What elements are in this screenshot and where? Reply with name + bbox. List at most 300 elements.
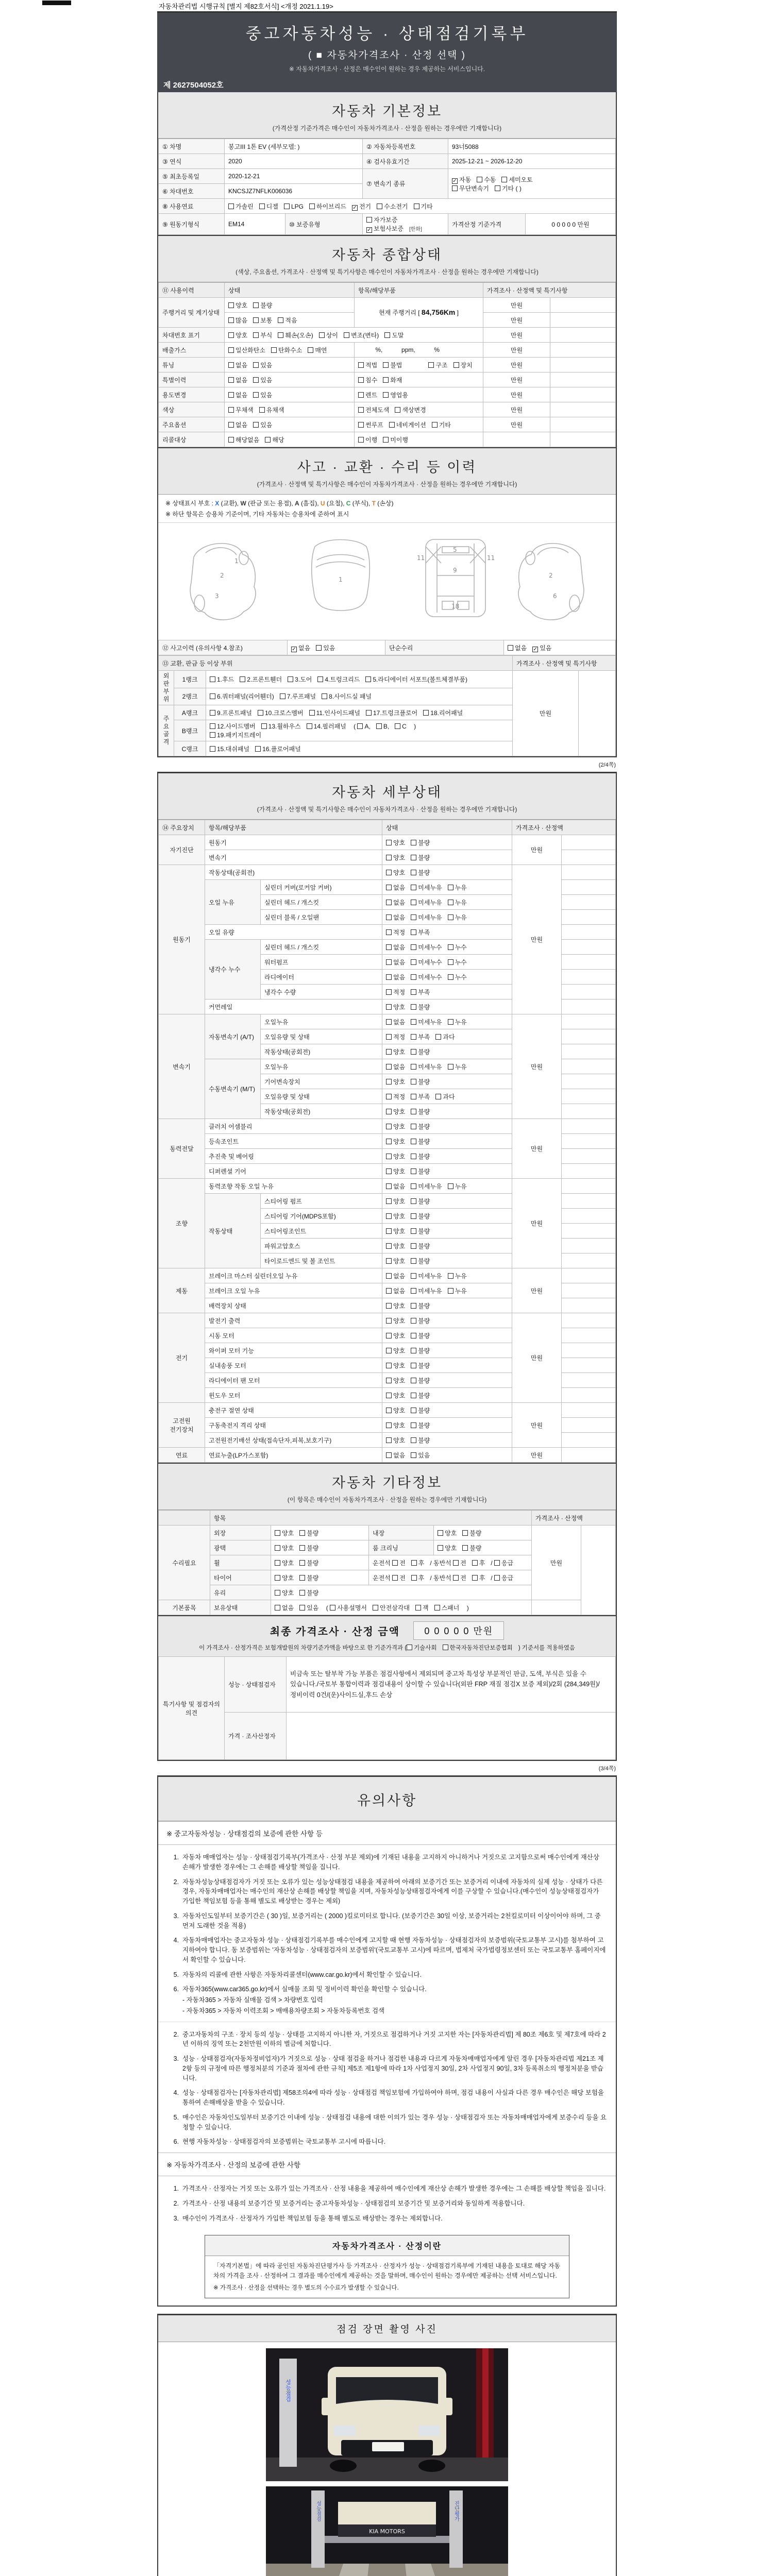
checkbox-box[interactable] [210, 676, 215, 682]
checkbox-unchecked[interactable] [228, 405, 254, 414]
checkbox-unchecked[interactable] [453, 361, 473, 369]
checkbox-unchecked[interactable] [228, 331, 247, 340]
checkbox-unchecked[interactable] [316, 643, 335, 652]
checkbox-unchecked[interactable] [448, 1286, 467, 1295]
checkbox-box[interactable] [308, 347, 313, 353]
checkbox-box[interactable] [228, 422, 234, 428]
checkbox-unchecked[interactable] [411, 1361, 430, 1370]
checkbox-box[interactable] [386, 1168, 392, 1174]
checkbox-box[interactable]: ✓ [292, 646, 296, 652]
checkbox-unchecked[interactable] [366, 708, 417, 717]
checkbox-box[interactable] [386, 1064, 392, 1070]
checkbox-unchecked[interactable] [411, 1451, 430, 1460]
checkbox-unchecked[interactable] [275, 1573, 294, 1582]
checkbox-unchecked[interactable] [384, 331, 404, 340]
checkbox-unchecked[interactable] [411, 1227, 430, 1235]
checkbox-box[interactable] [448, 1273, 453, 1279]
checkbox-box[interactable] [386, 929, 392, 935]
checkbox-unchecked[interactable] [407, 1643, 436, 1652]
checkbox-unchecked[interactable] [452, 184, 489, 193]
checkbox-box[interactable] [299, 1590, 305, 1596]
checkbox-unchecked[interactable] [386, 1421, 405, 1430]
checkbox-unchecked[interactable] [448, 1182, 467, 1191]
checkbox-box[interactable] [386, 1109, 392, 1114]
checkbox-unchecked[interactable] [472, 1573, 485, 1582]
checkbox-unchecked[interactable] [383, 361, 402, 369]
checkbox-unchecked[interactable] [275, 1529, 294, 1537]
checkbox-unchecked[interactable] [508, 643, 527, 652]
checkbox-box[interactable] [411, 974, 416, 980]
checkbox-box[interactable] [452, 185, 458, 191]
checkbox-box[interactable] [240, 676, 245, 682]
checkbox-unchecked[interactable] [462, 1544, 481, 1552]
checkbox-box[interactable] [411, 989, 416, 995]
checkbox-unchecked[interactable] [411, 1197, 430, 1206]
checkbox-unchecked[interactable] [411, 1301, 430, 1310]
checkbox-box[interactable] [411, 1019, 416, 1025]
checkbox-box[interactable] [357, 723, 363, 729]
checkbox-box[interactable] [411, 1183, 416, 1189]
checkbox-box[interactable] [411, 1243, 416, 1249]
checkbox-unchecked[interactable] [386, 1062, 405, 1071]
checkbox-box[interactable] [494, 1560, 500, 1566]
checkbox-unchecked[interactable] [386, 1018, 405, 1026]
checkbox-box[interactable] [275, 1605, 280, 1611]
checkbox-unchecked[interactable] [299, 1588, 318, 1597]
checkbox-box[interactable] [288, 676, 293, 682]
checkbox-box[interactable] [386, 1393, 392, 1398]
checkbox-box[interactable] [411, 1094, 416, 1099]
checkbox-unchecked[interactable] [309, 202, 346, 211]
checkbox-unchecked[interactable] [358, 361, 377, 369]
checkbox-box[interactable] [443, 1645, 448, 1650]
checkbox-box[interactable] [411, 1124, 416, 1129]
checkbox-unchecked[interactable] [357, 723, 370, 730]
checkbox-unchecked[interactable] [435, 1032, 455, 1041]
checkbox-unchecked[interactable] [415, 1603, 429, 1612]
checkbox-unchecked[interactable] [386, 1107, 405, 1116]
checkbox-box[interactable] [366, 710, 372, 716]
checkbox-box[interactable] [411, 1049, 416, 1055]
checkbox-unchecked[interactable] [210, 722, 256, 731]
checkbox-box[interactable] [414, 204, 419, 209]
checkbox-unchecked[interactable] [253, 331, 272, 340]
checkbox-unchecked[interactable] [448, 898, 467, 907]
checkbox-unchecked[interactable] [377, 202, 408, 211]
checkbox-box[interactable] [210, 732, 215, 738]
checkbox-box[interactable] [386, 1213, 392, 1219]
checkbox-box[interactable] [435, 1034, 441, 1040]
checkbox-unchecked[interactable] [358, 376, 377, 384]
checkbox-unchecked[interactable] [411, 853, 430, 862]
checkbox-box[interactable] [448, 1064, 453, 1070]
checkbox-unchecked[interactable] [386, 1092, 405, 1101]
checkbox-box[interactable] [275, 1545, 280, 1551]
checkbox-checked[interactable] [452, 175, 471, 184]
checkbox-box[interactable] [411, 870, 416, 875]
checkbox-box[interactable] [386, 1094, 392, 1099]
checkbox-unchecked[interactable] [253, 301, 272, 310]
checkbox-box[interactable] [448, 959, 453, 965]
checkbox-box[interactable] [275, 1530, 280, 1536]
checkbox-unchecked[interactable] [411, 1573, 425, 1582]
checkbox-box[interactable] [386, 840, 392, 845]
checkbox-unchecked[interactable] [383, 376, 402, 384]
checkbox-unchecked[interactable] [411, 1092, 430, 1101]
checkbox-box[interactable] [228, 362, 234, 368]
checkbox-box[interactable] [411, 1422, 416, 1428]
checkbox-unchecked[interactable] [383, 391, 408, 399]
checkbox-box[interactable] [255, 746, 261, 752]
checkbox-unchecked[interactable] [386, 1003, 405, 1011]
checkbox-box[interactable] [411, 840, 416, 845]
checkbox-unchecked[interactable] [477, 175, 496, 184]
checkbox-box[interactable] [411, 1378, 416, 1383]
checkbox-unchecked[interactable] [386, 1077, 405, 1086]
checkbox-box[interactable] [265, 437, 271, 443]
checkbox-box[interactable] [377, 204, 382, 209]
checkbox-box[interactable] [438, 1530, 443, 1536]
checkbox-checked[interactable] [532, 643, 551, 652]
checkbox-unchecked[interactable] [309, 708, 360, 717]
checkbox-unchecked[interactable] [386, 838, 405, 847]
checkbox-unchecked[interactable] [411, 1077, 430, 1086]
checkbox-box[interactable] [411, 1288, 416, 1294]
checkbox-box[interactable] [411, 1303, 416, 1309]
checkbox-box[interactable] [386, 1183, 392, 1189]
checkbox-box[interactable] [228, 302, 234, 308]
checkbox-box[interactable] [411, 1228, 416, 1234]
checkbox-unchecked[interactable] [411, 1003, 430, 1011]
checkbox-unchecked[interactable] [271, 346, 302, 354]
checkbox-unchecked[interactable] [386, 1331, 405, 1340]
checkbox-box[interactable] [228, 204, 234, 209]
checkbox-box[interactable] [389, 422, 395, 428]
checkbox-unchecked[interactable] [253, 420, 272, 429]
checkbox-unchecked[interactable] [411, 943, 442, 952]
checkbox-box[interactable] [428, 362, 434, 368]
checkbox-box[interactable] [453, 1560, 459, 1566]
checkbox-box[interactable] [386, 1318, 392, 1324]
checkbox-unchecked[interactable] [386, 1032, 405, 1041]
checkbox-box[interactable] [386, 1348, 392, 1353]
checkbox-unchecked[interactable] [275, 1603, 294, 1612]
checkbox-box[interactable] [275, 1575, 280, 1581]
checkbox-box[interactable] [299, 1605, 305, 1611]
checkbox-box[interactable] [386, 1198, 392, 1204]
checkbox-box[interactable] [358, 377, 364, 383]
checkbox-box[interactable] [386, 914, 392, 920]
checkbox-box[interactable] [358, 422, 364, 428]
checkbox-box[interactable] [358, 407, 364, 413]
checkbox-box[interactable] [411, 1034, 416, 1040]
checkbox-unchecked[interactable] [210, 708, 252, 717]
checkbox-unchecked[interactable] [358, 405, 389, 414]
checkbox-unchecked[interactable] [411, 1406, 430, 1415]
checkbox-unchecked[interactable] [438, 1529, 457, 1537]
checkbox-box[interactable] [383, 362, 389, 368]
checkbox-unchecked[interactable] [228, 435, 259, 444]
checkbox-box[interactable] [383, 392, 389, 398]
checkbox-box[interactable] [411, 914, 416, 920]
checkbox-box[interactable] [407, 1645, 412, 1650]
checkbox-box[interactable] [472, 1575, 478, 1581]
checkbox-box[interactable] [366, 217, 372, 223]
checkbox-box[interactable] [494, 1575, 500, 1581]
checkbox-unchecked[interactable] [299, 1529, 318, 1537]
checkbox-unchecked[interactable] [386, 928, 405, 937]
checkbox-box[interactable] [386, 1363, 392, 1368]
checkbox-unchecked[interactable] [395, 723, 407, 730]
checkbox-unchecked[interactable] [411, 898, 442, 907]
checkbox-checked[interactable] [352, 202, 371, 211]
checkbox-box[interactable] [411, 1168, 416, 1174]
checkbox-box[interactable] [253, 302, 259, 308]
checkbox-unchecked[interactable] [448, 943, 467, 952]
checkbox-box[interactable] [228, 407, 234, 413]
checkbox-unchecked[interactable] [386, 1406, 405, 1415]
checkbox-unchecked[interactable] [411, 883, 442, 892]
checkbox-box[interactable] [411, 1437, 416, 1443]
checkbox-box[interactable] [386, 1019, 392, 1025]
checkbox-box[interactable] [228, 392, 234, 398]
checkbox-unchecked[interactable] [411, 1346, 430, 1355]
checkbox-unchecked[interactable] [386, 1346, 405, 1355]
checkbox-box[interactable] [411, 1318, 416, 1324]
checkbox-unchecked[interactable] [448, 913, 467, 922]
checkbox-box[interactable] [411, 1109, 416, 1114]
checkbox-unchecked[interactable] [386, 1212, 405, 1221]
checkbox-box[interactable] [411, 855, 416, 860]
checkbox-box[interactable] [278, 317, 283, 323]
checkbox-unchecked[interactable] [253, 316, 272, 325]
checkbox-unchecked[interactable] [501, 175, 532, 184]
checkbox-box[interactable] [253, 362, 259, 368]
checkbox-unchecked[interactable] [358, 435, 377, 444]
checkbox-box[interactable] [210, 746, 215, 752]
checkbox-unchecked[interactable] [448, 973, 467, 981]
checkbox-unchecked[interactable] [411, 958, 442, 967]
checkbox-box[interactable] [386, 1437, 392, 1443]
checkbox-unchecked[interactable] [253, 376, 272, 384]
checkbox-box[interactable] [259, 204, 265, 209]
checkbox-unchecked[interactable] [494, 1573, 513, 1582]
checkbox-unchecked[interactable] [411, 1137, 430, 1146]
checkbox-box[interactable] [210, 693, 215, 699]
checkbox-unchecked[interactable] [386, 1301, 405, 1310]
checkbox-box[interactable] [384, 332, 390, 338]
checkbox-box[interactable] [299, 1560, 305, 1566]
checkbox-unchecked[interactable] [495, 184, 522, 193]
checkbox-unchecked[interactable] [307, 722, 346, 731]
checkbox-box[interactable] [316, 645, 322, 651]
checkbox-unchecked[interactable] [411, 1316, 430, 1325]
checkbox-box[interactable] [386, 1034, 392, 1040]
checkbox-unchecked[interactable] [432, 420, 451, 429]
checkbox-box[interactable] [275, 1560, 280, 1566]
checkbox-box[interactable] [259, 407, 265, 413]
checkbox-box[interactable] [317, 676, 323, 682]
checkbox-unchecked[interactable] [376, 723, 389, 730]
checkbox-unchecked[interactable] [472, 1558, 485, 1567]
checkbox-box[interactable] [411, 1198, 416, 1204]
checkbox-unchecked[interactable] [386, 898, 405, 907]
checkbox-box[interactable]: ✓ [533, 646, 537, 652]
checkbox-unchecked[interactable] [344, 331, 379, 340]
checkbox-unchecked[interactable] [411, 1122, 430, 1131]
checkbox-unchecked[interactable] [386, 1167, 405, 1176]
checkbox-unchecked[interactable] [386, 973, 405, 981]
checkbox-unchecked[interactable] [386, 1257, 405, 1265]
checkbox-unchecked[interactable] [438, 1544, 457, 1552]
checkbox-unchecked[interactable] [494, 1558, 513, 1567]
checkbox-unchecked[interactable] [228, 376, 247, 384]
checkbox-box[interactable] [319, 332, 325, 338]
checkbox-box[interactable] [386, 1004, 392, 1010]
checkbox-box[interactable] [386, 1228, 392, 1234]
checkbox-box[interactable] [411, 900, 416, 905]
checkbox-unchecked[interactable] [386, 1451, 405, 1460]
checkbox-unchecked[interactable] [228, 316, 247, 325]
checkbox-unchecked[interactable] [373, 1603, 410, 1612]
checkbox-box[interactable] [386, 1154, 392, 1159]
checkbox-box[interactable] [228, 317, 234, 323]
checkbox-box[interactable] [438, 1545, 443, 1551]
checkbox-unchecked[interactable] [389, 420, 426, 429]
checkbox-unchecked[interactable] [448, 883, 467, 892]
checkbox-unchecked[interactable] [411, 988, 430, 996]
checkbox-box[interactable] [501, 177, 507, 182]
checkbox-unchecked[interactable] [448, 1018, 467, 1026]
checkbox-box[interactable] [448, 885, 453, 890]
checkbox-unchecked[interactable] [210, 731, 261, 739]
checkbox-unchecked[interactable] [411, 1421, 430, 1430]
checkbox-unchecked[interactable] [288, 675, 312, 684]
checkbox-box[interactable] [495, 185, 500, 191]
checkbox-box[interactable] [411, 1004, 416, 1010]
checkbox-unchecked[interactable] [411, 1107, 430, 1116]
checkbox-box[interactable] [386, 959, 392, 965]
checkbox-unchecked[interactable] [443, 1643, 513, 1652]
checkbox-unchecked[interactable] [386, 1391, 405, 1400]
checkbox-box[interactable] [411, 1575, 417, 1581]
checkbox-unchecked[interactable] [228, 346, 265, 354]
checkbox-box[interactable] [411, 1079, 416, 1084]
checkbox-unchecked[interactable] [411, 868, 430, 877]
checkbox-box[interactable] [386, 900, 392, 905]
checkbox-box[interactable] [448, 900, 453, 905]
checkbox-box[interactable] [228, 437, 234, 443]
checkbox-box[interactable] [210, 723, 215, 729]
checkbox-box[interactable] [386, 974, 392, 980]
checkbox-box[interactable] [386, 1378, 392, 1383]
checkbox-box[interactable] [448, 1183, 453, 1189]
checkbox-box[interactable] [228, 377, 234, 383]
checkbox-box[interactable] [386, 1243, 392, 1249]
checkbox-unchecked[interactable] [386, 1376, 405, 1385]
checkbox-box[interactable] [386, 1049, 392, 1055]
checkbox-box[interactable] [280, 693, 285, 699]
checkbox-unchecked[interactable] [411, 973, 442, 981]
checkbox-unchecked[interactable] [259, 202, 278, 211]
checkbox-unchecked[interactable] [386, 868, 405, 877]
checkbox-unchecked[interactable] [386, 1436, 405, 1445]
checkbox-unchecked[interactable] [386, 1182, 405, 1191]
checkbox-unchecked[interactable] [358, 391, 377, 399]
checkbox-box[interactable] [392, 1560, 398, 1566]
checkbox-unchecked[interactable] [265, 435, 284, 444]
checkbox-box[interactable]: ✓ [352, 205, 357, 211]
checkbox-unchecked[interactable] [365, 675, 467, 684]
checkbox-box[interactable] [386, 855, 392, 860]
checkbox-unchecked[interactable] [275, 1588, 294, 1597]
checkbox-box[interactable] [453, 362, 459, 368]
checkbox-unchecked[interactable] [448, 958, 467, 967]
checkbox-unchecked[interactable] [280, 692, 316, 701]
checkbox-unchecked[interactable] [299, 1544, 318, 1552]
checkbox-unchecked[interactable] [386, 1316, 405, 1325]
checkbox-unchecked[interactable] [411, 1286, 442, 1295]
checkbox-box[interactable] [386, 1452, 392, 1458]
checkbox-box[interactable] [462, 1530, 468, 1536]
checkbox-unchecked[interactable] [253, 391, 272, 399]
checkbox-box[interactable] [386, 989, 392, 995]
checkbox-box[interactable] [423, 710, 429, 716]
checkbox-unchecked[interactable] [228, 420, 247, 429]
checkbox-box[interactable] [258, 710, 263, 716]
checkbox-box[interactable] [386, 1124, 392, 1129]
checkbox-box[interactable] [411, 1154, 416, 1159]
checkbox-unchecked[interactable] [386, 1122, 405, 1131]
checkbox-unchecked[interactable] [255, 744, 301, 753]
checkbox-box[interactable] [411, 1213, 416, 1219]
checkbox-unchecked[interactable] [278, 331, 313, 340]
checkbox-box[interactable] [386, 1333, 392, 1338]
checkbox-unchecked[interactable] [317, 675, 360, 684]
checkbox-box[interactable] [376, 723, 382, 729]
checkbox-unchecked[interactable] [275, 1558, 294, 1567]
checkbox-unchecked[interactable] [299, 1558, 318, 1567]
checkbox-unchecked[interactable] [411, 1212, 430, 1221]
checkbox-unchecked[interactable] [411, 1558, 425, 1567]
checkbox-unchecked[interactable] [411, 1272, 442, 1280]
checkbox-checked[interactable] [291, 643, 310, 652]
checkbox-unchecked[interactable] [299, 1603, 318, 1612]
checkbox-box[interactable] [383, 437, 389, 443]
checkbox-box[interactable] [395, 407, 400, 413]
checkbox-unchecked[interactable] [386, 913, 405, 922]
checkbox-unchecked[interactable] [448, 1062, 467, 1071]
checkbox-box[interactable] [373, 1605, 378, 1611]
checkbox-box[interactable] [358, 437, 364, 443]
checkbox-unchecked[interactable] [434, 1603, 460, 1612]
checkbox-box[interactable]: ✓ [367, 227, 372, 233]
checkbox-unchecked[interactable] [392, 1573, 406, 1582]
checkbox-box[interactable] [309, 204, 315, 209]
checkbox-unchecked[interactable] [435, 1092, 455, 1101]
checkbox-unchecked[interactable] [411, 1376, 430, 1385]
checkbox-unchecked[interactable] [366, 215, 397, 224]
checkbox-unchecked[interactable] [383, 435, 408, 444]
checkbox-box[interactable] [299, 1530, 305, 1536]
checkbox-box[interactable]: ✓ [452, 178, 457, 184]
checkbox-box[interactable] [411, 1348, 416, 1353]
checkbox-unchecked[interactable] [228, 202, 254, 211]
checkbox-unchecked[interactable] [258, 708, 304, 717]
checkbox-unchecked[interactable] [428, 361, 447, 369]
checkbox-box[interactable] [309, 710, 315, 716]
checkbox-box[interactable] [322, 693, 327, 699]
